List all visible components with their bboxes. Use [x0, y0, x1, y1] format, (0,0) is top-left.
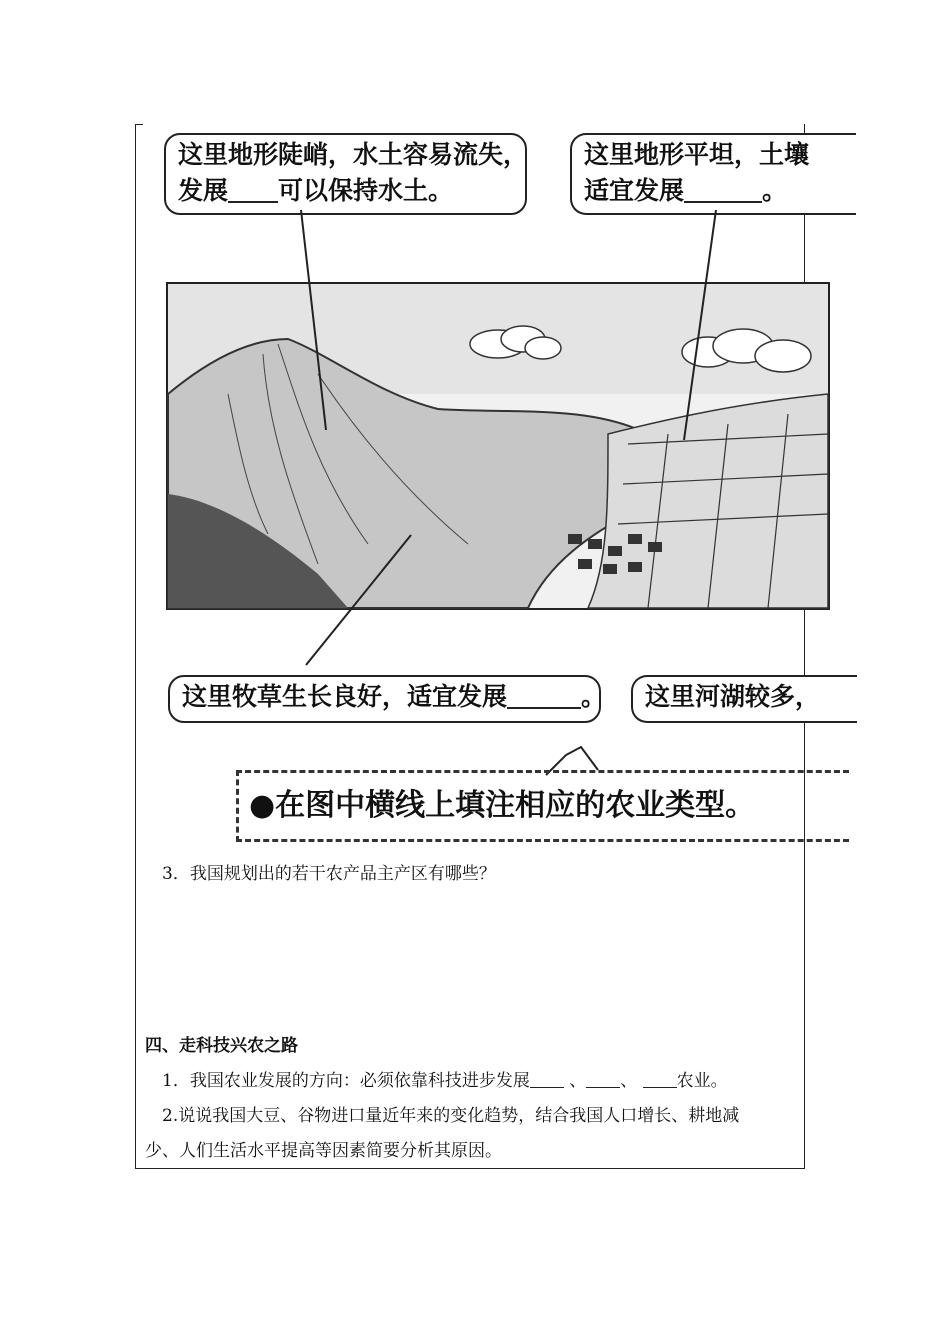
section-4-title: 四、走科技兴农之路 [145, 1036, 298, 1056]
q1-suffix: 农业。 [676, 1071, 728, 1091]
section-4-question-2-line2: 少、人们生活水平提高等因素简要分析其原因。 [145, 1141, 502, 1161]
q1-separator-2: 、 [620, 1071, 638, 1091]
fill-blank-2 [586, 1071, 620, 1088]
plain-bubble-suffix: 。 [762, 176, 788, 205]
plain-bubble-line1: 这里地形平坦，土壤 [584, 140, 810, 169]
lake-bubble-text: 这里河湖较多， [645, 682, 821, 711]
pointer-lines [136, 125, 802, 845]
fill-blank-1 [530, 1071, 564, 1088]
section-4-question-1 [162, 1066, 728, 1091]
question-3: 3．我国规划出的若干农产品主产区有哪些？ [162, 864, 496, 884]
grass-speech-bubble [168, 675, 607, 723]
grass-bubble-text: 这里牧草生长良好，适宜发展 [182, 682, 508, 711]
fill-blank-husbandry [507, 681, 581, 709]
section-4-question-2-line1: 2.说说我国大豆、谷物进口量近年来的变化趋势，结合我国人口增长、耕地减 [162, 1106, 740, 1126]
q1-separator-1: 、 [569, 1071, 587, 1091]
mountain-bubble-suffix: 可以保持水土。 [278, 176, 454, 205]
instruction-box [236, 770, 849, 842]
agriculture-illustration [136, 125, 821, 845]
mountain-bubble-prefix: 发展 [178, 176, 229, 205]
plain-bubble-prefix: 适宜发展 [584, 176, 685, 205]
mountain-bubble-line1: 这里地形陡峭，水土容易流失， [178, 140, 529, 169]
grass-bubble-suffix: 。 [581, 682, 607, 711]
instruction-text: ●在图中横线上填注相应的农业类型。 [249, 788, 756, 823]
q1-text: 1．我国农业发展的方向：必须依靠科技进步发展 [162, 1071, 530, 1091]
lake-speech-bubble [631, 675, 857, 723]
fill-blank-3 [643, 1071, 677, 1088]
